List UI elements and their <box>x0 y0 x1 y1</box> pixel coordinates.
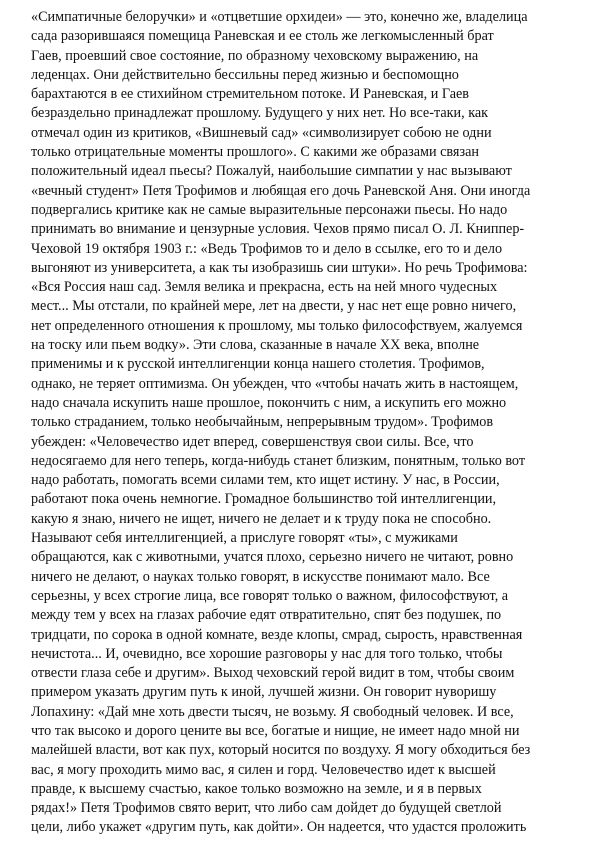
text-line: между тем у всех на глазах рабочие едят отвратительно, спят без подушек, по <box>31 607 502 624</box>
text-line: цели, либо укажет «другим путь, как дойти». Он надеется, что удастся проложить <box>31 819 527 836</box>
text-line: барахтаются в ее стихийном стремительном потоке. И Раневская, и Гаев <box>31 86 469 103</box>
text-line: «Симпатичные белоручки» и «отцветшие орхидеи» — это, конечно же, владелица <box>31 9 528 25</box>
text-line: Чеховой 19 октября 1903 г.: «Ведь Трофимов то и дело в ссылке, его то и дело <box>31 240 503 257</box>
text-line: «вечный студент» Петя Трофимов и любящая его дочь Раневской Аня. Они иногда <box>31 182 531 199</box>
text-line: малейшей власти, вот как пух, который носится по воздуху. Я могу обходиться без <box>31 742 531 759</box>
text-line: обращаются, как с животными, учатся плохо, серьезно ничего не читают, ровно <box>31 549 514 566</box>
text-line: «Вся Россия наш сад. Земля велика и прекрасна, есть на ней много чудесных <box>31 279 498 296</box>
text-line: Называют себя интеллигенцией, а прислуге говорят «ты», с мужиками <box>31 530 458 547</box>
text-line: серьезны, у всех строгие лица, все говорят только о важном, философствуют, а <box>31 587 509 604</box>
text-line: положительный идеал пьесы? Пожалуй, наибольшие симпатии у нас вызывают <box>31 163 512 180</box>
text-line: применимы и к русской интеллигенции конца нашего столетия. Трофимов, <box>31 356 485 373</box>
text-line: принимать во внимание и цензурные условия. Чехов прямо писал О. Л. Книппер- <box>31 221 525 238</box>
text-line: работают пока очень немногие. Громадное большинство той интеллигенции, <box>31 491 497 508</box>
essay-text <box>31 8 571 838</box>
text-line: безраздельно принадлежат прошлому. Будущего у них нет. Но все-таки, как <box>31 105 489 122</box>
text-line: убежден: «Человечество идет вперед, совершенствуя свои силы. Все, что <box>31 433 474 450</box>
text-line: подвергались критике как не самые выразительные персонажи пьесы. Но надо <box>31 201 508 218</box>
text-line: тридцати, по сорока в одной комнате, везде клопы, смрад, сырость, нравственная <box>31 626 523 643</box>
text-line: отмечал один из критиков, «Вишневый сад» «символизирует собою не одни <box>31 124 492 141</box>
text-line: рядах!» Петя Трофимов свято верит, что либо сам дойдет до будущей светлой <box>31 800 502 817</box>
text-line: Гаев, проевший свое состояние, по образному чеховскому выражению, на <box>31 47 479 64</box>
text-line: выгоняют из университета, а как ты изобразишь сии штуки». Но речь Трофимова: <box>31 259 528 276</box>
text-line: Лопахину: «Дай мне хоть двести тысяч, не возьму. Я свободный человек. И все, <box>31 703 514 720</box>
text-line: правде, к высшему счастью, какое только возможно на земле, и я в первых <box>31 780 482 797</box>
text-line: надо работать, помогать всеми силами тем, кто ищет истину. У нас, в России, <box>31 472 500 489</box>
text-line: какую я знаю, ничего не ищет, ничего не делает и к труду пока не способно. <box>31 510 492 527</box>
text-line: мест... Мы отстали, по крайней мере, лет на двести, у нас нет еще ровно ничего, <box>31 298 517 315</box>
text-line: на тоску или пьем водку». Эти слова, сказанные в начале XX века, вполне <box>31 337 480 354</box>
text-line: леденцах. Они действительно бессильны перед жизнью и беспомощно <box>31 66 459 83</box>
text-line: надо сначала искупить наше прошлое, покончить с ним, а искупить его можно <box>31 394 507 411</box>
text-line: нечистота... И, очевидно, все хорошие разговоры у нас для того только, чтобы <box>31 645 503 662</box>
text-line: что так высоко и дорого цените вы все, богатые и нищие, не имеет надо мной ни <box>31 722 520 739</box>
text-line: вас, я могу проходить мимо вас, я силен и горд. Человечество идет к высшей <box>31 761 496 778</box>
text-line: ничего не делают, о науках только говорят, в искусстве понимают мало. Все <box>31 568 490 585</box>
text-line: недосягаемо для него теперь, когда-нибудь станет близким, понятным, только вот <box>31 452 526 469</box>
text-line: отвести глаза себе и другим». Выход чеховский герой видит в том, чтобы своим <box>31 665 515 682</box>
text-line: однако, не теряет оптимизма. Он убежден, что «чтобы начать жить в настоящем, <box>31 375 519 392</box>
text-line: нет определенного отношения к прошлому, мы только философствуем, жалуемся <box>31 317 523 334</box>
text-line: примером указать другим путь к иной, лучшей жизни. Он говорит нуворишу <box>31 684 497 701</box>
text-line: только отрицательные моменты прошлого». С какими же образами связан <box>31 144 479 161</box>
text-line: только страданием, только необычайным, непрерывным трудом». Трофимов <box>31 414 494 431</box>
text-line: сада разорившаяся помещица Раневская и ее столь же легкомысленный брат <box>31 28 494 45</box>
